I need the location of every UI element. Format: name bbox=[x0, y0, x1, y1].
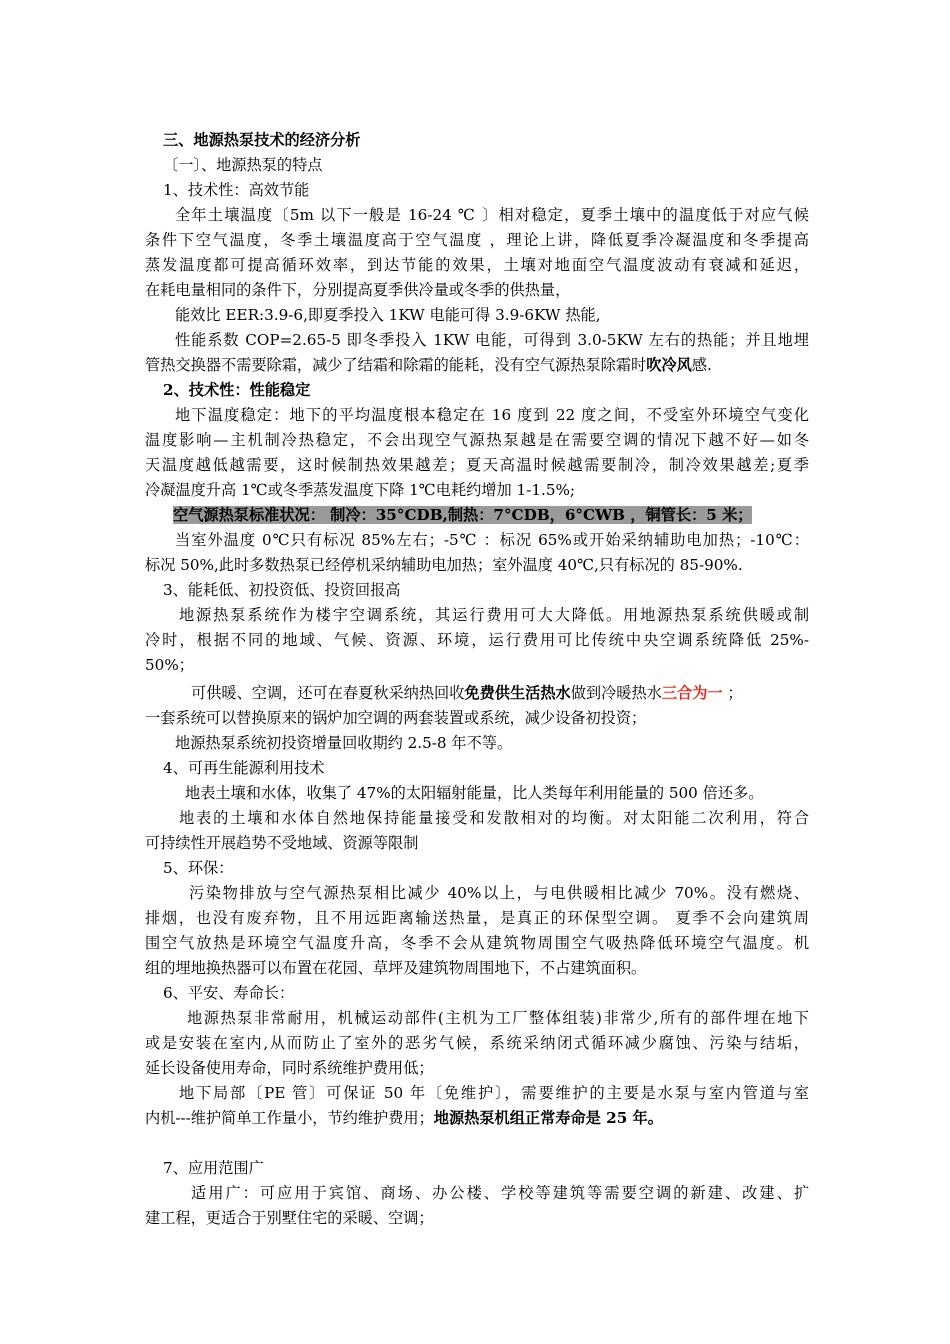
text-line: 地表的土壤和水体自然地保持能量接受和发散相对的均衡。对太阳能二次利用，符合 bbox=[179, 809, 809, 827]
text-line: 温度影响—主机制冷热稳定，不会出现空气源热泵越是在需要空调的情况下越不好—如冬 bbox=[145, 431, 809, 449]
subsection-title: 〔一〕、地源热泵的特点 bbox=[163, 156, 323, 174]
highlighted-text: 空气源热泵标准状况： 制冷：35°CDB,制热：7°CDB，6°CWB ，铜管长：5 米； bbox=[173, 506, 753, 524]
cop-line: 性能系数 COP=2.65-5 即冬季投入 1KW 电能，可得到 3.0-5KW 左右的热能；并且地埋 bbox=[175, 331, 809, 349]
item1-paragraph bbox=[145, 203, 809, 303]
bold-text: 地源热泵机组正常寿命是 25 年。 bbox=[433, 1109, 663, 1127]
document-body bbox=[145, 128, 809, 1231]
item2-paragraph bbox=[145, 403, 809, 503]
lifespan-line bbox=[145, 1106, 809, 1131]
item6-heading: 6、平安、寿命长： bbox=[163, 984, 295, 1002]
item5-heading: 5、环保： bbox=[163, 859, 234, 877]
text-line: 一套系统可以替换原来的锅炉加空调的两套装置或系统，减少设备初投资； bbox=[145, 709, 647, 727]
text-span: 可供暖、空调，还可在春夏秋采纳热回收 bbox=[191, 684, 465, 702]
text-line: 污染物排放与空气源热泵相比减少 40%以上，与电供暖相比减少 70%。没有燃烧、 bbox=[189, 884, 809, 902]
eer-line: 能效比 EER:3.9-6,即夏季投入 1KW 电能可得 3.9-6KW 热能, bbox=[175, 306, 601, 324]
item1-heading: 1、技术性：高效节能 bbox=[163, 181, 310, 199]
bold-text: 吹冷风 bbox=[646, 356, 692, 374]
bold-text: 免费供生活热水 bbox=[464, 684, 571, 702]
text-line: 地下温度稳定：地下的平均温度根本稳定在 16 度到 22 度之间，不受室外环境空气变化 bbox=[175, 406, 809, 424]
text-line: 地源热泵系统初投资增量回收期约 2.5-8 年不等。 bbox=[175, 734, 513, 752]
text-line: 在耗电量相同的条件下，分别提高夏季供冷量或冬季的供热量， bbox=[145, 281, 571, 299]
text-line: 可持续性开展趋势不受地域、资源等限制 bbox=[145, 834, 419, 852]
item3-heading: 3、能耗低、初投资低、投资回报高 bbox=[163, 581, 401, 599]
section-title: 三、地源热泵技术的经济分析 bbox=[163, 131, 361, 149]
text-line: 排烟，也没有废弃物，且不用远距离输送热量，是真正的环保型空调。 夏季不会向建筑周 bbox=[145, 909, 809, 927]
text-line: 冷时，根据不同的地域、气候、资源、环境，运行费用可比传统中央空调系统降低 25%- bbox=[145, 631, 809, 649]
text-line: 地下局部〔PE 管〕可保证 50 年〔免维护〕，需要维护的主要是水泵与室内管道与室 bbox=[179, 1084, 809, 1102]
text-line: 延长设备使用寿命，同时系统维护费用低； bbox=[145, 1059, 434, 1077]
item2-heading: 2、技术性：性能稳定 bbox=[163, 381, 311, 399]
text-span: 内机---维护简单工作量小，节约维护费用； bbox=[145, 1109, 434, 1127]
text-line: 全年土壤温度〔5m 以下一般是 16-24 ℃ 〕相对稳定，夏季土壤中的温度低于对应气候 bbox=[175, 206, 809, 224]
item4-heading: 4、可再生能源利用技术 bbox=[163, 759, 325, 777]
hot-water-line bbox=[145, 681, 809, 706]
text-span: ； bbox=[722, 684, 743, 702]
text-line: 地源热泵系统作为楼宇空调系统，其运行费用可大大降低。用地源热泵系统供暖或制 bbox=[179, 606, 809, 624]
text-line: 组的埋地换热器可以布置在花园、草坪及建筑物周围地下，不占建筑面积。 bbox=[145, 959, 647, 977]
text-line: 蒸发温度都可提高循环效率，到达节能的效果，土壤对地面空气温度波动有衰减和延迟， bbox=[145, 256, 809, 274]
text-span: 感. bbox=[691, 356, 712, 374]
item7-heading: 7、应用范围广 bbox=[163, 1159, 264, 1177]
text-span: 管热交换器不需要除霜，减少了结霜和除霜的能耗，没有空气源热泵除霜时 bbox=[145, 356, 647, 374]
text-line: 50%； bbox=[145, 656, 194, 674]
text-line: 或是安装在室内,从而防止了室外的恶劣气候，系统采纳闭式循环减少腐蚀、污染与结垢， bbox=[145, 1034, 809, 1052]
text-line: 适用广：可应用于宾馆、商场、办公楼、学校等建筑等需要空调的新建、改建、扩 bbox=[191, 1184, 809, 1202]
text-line: 地源热泵非常耐用，机械运动部件(主机为工厂整体组装)非常少,所有的部件埋在地下 bbox=[187, 1009, 809, 1027]
text-line: 地表土壤和水体，收集了 47%的太阳辐射能量，比人类每年利用能量的 500 倍还多。 bbox=[185, 784, 764, 802]
red-text: 三合为一 bbox=[661, 684, 723, 702]
highlight-line bbox=[145, 503, 809, 528]
text-line: 围空气放热是环境空气温度升高，冬季不会从建筑物周围空气吸热降低环境空气温度。机 bbox=[145, 934, 809, 952]
text-line: 冷凝温度升高 1℃或冬季蒸发温度下降 1℃电耗约增加 1-1.5%; bbox=[145, 481, 576, 499]
text-line: 标况 50%,此时多数热泵已经停机采纳辅助电加热；室外温度 40℃,只有标况的 85-90%. bbox=[145, 556, 743, 574]
text-span: 做到冷暖热水 bbox=[570, 684, 662, 702]
text-line: 当室外温度 0℃只有标况 85%左右；-5℃ ：标况 65%或开始采纳辅助电加热；-10℃： bbox=[175, 531, 809, 549]
text-line: 建工程，更适合于别墅住宅的采暖、空调； bbox=[145, 1209, 434, 1227]
text-line: 天温度越低越需要，这时候制热效果越差；夏天高温时候越需要制冷，制冷效果越差;夏季 bbox=[145, 456, 809, 474]
text-line: 条件下空气温度，冬季土壤温度高于空气温度 ，理论上讲，降低夏季冷凝温度和冬季提高 bbox=[145, 231, 809, 249]
cop-line-2 bbox=[145, 353, 809, 378]
blank-line bbox=[145, 1131, 809, 1156]
